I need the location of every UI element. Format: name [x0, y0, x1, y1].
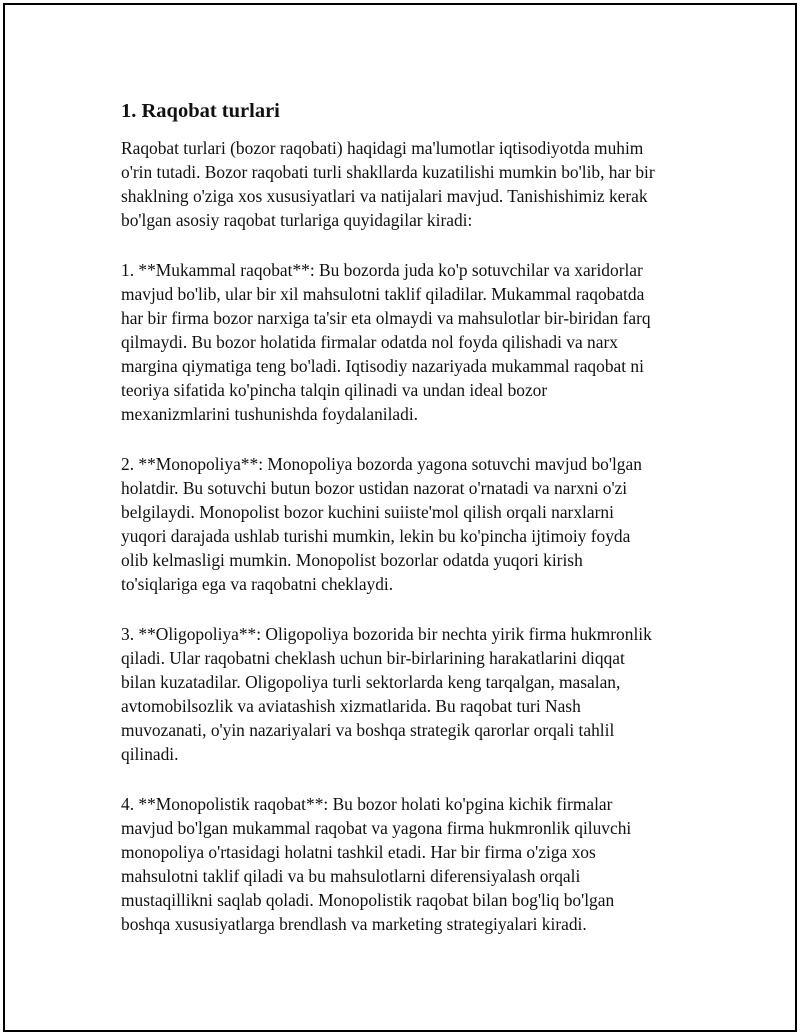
text-line: mahsulotni taklif qiladi va bu mahsulotlarni diferensiyalash orqali: [121, 866, 581, 886]
text-line: mavjud bo'lgan mukammal raqobat va yagona firma hukmronlik qiluvchi: [121, 818, 632, 838]
text-line: mexanizmlarini tushunishda foydalaniladi.: [121, 404, 419, 424]
text-line: monopoliya o'rtasidagi holatni tashkil etadi. Har bir firma o'ziga xos: [121, 842, 596, 862]
text-line: margina qiymatiga teng bo'ladi. Iqtisodiy nazariyada mukammal raqobat ni: [121, 356, 644, 376]
text-line: avtomobilsozlik va aviatashish xizmatlarida. Bu raqobat turi Nash: [121, 696, 581, 716]
text-line: mustaqillikni saqlab qoladi. Monopolistik raqobat bilan bog'liq bo'lgan: [121, 890, 615, 910]
text-line: qilinadi.: [121, 744, 179, 764]
text-line: olib kelmasligi mumkin. Monopolist bozorlar odatda yuqori kirish: [121, 550, 583, 570]
text-line: teoriya sifatida ko'pincha talqin qilinadi va undan ideal bozor: [121, 380, 548, 400]
text-line: Raqobat turlari (bozor raqobati) haqidagi ma'lumotlar iqtisodiyotda muhim: [121, 138, 644, 158]
text-line: 2. **Monopoliya**: Monopoliya bozorda yagona sotuvchi mavjud bo'lgan: [121, 454, 642, 474]
text-line: shaklning o'ziga xos xususiyatlari va natijalari mavjud. Tanishishimiz kerak: [121, 186, 648, 206]
text-line: 4. **Monopolistik raqobat**: Bu bozor holati ko'pgina kichik firmalar: [121, 794, 613, 814]
text-line: boshqa xususiyatlarga brendlash va marketing strategiyalari kiradi.: [121, 914, 587, 934]
intro-paragraph: [121, 136, 691, 232]
text-line: o'rin tutadi. Bozor raqobati turli shakllarda kuzatilishi mumkin bo'lib, har bir: [121, 162, 655, 182]
text-line: har bir firma bozor narxiga ta'sir eta olmaydi va mahsulotlar bir-biridan farq: [121, 308, 651, 328]
monopolistic-competition-paragraph: [121, 792, 691, 936]
text-line: muvozanati, o'yin nazariyalari va boshqa strategik qarorlar orqali tahlil: [121, 720, 615, 740]
text-line: bilan kuzatadilar. Oligopoliya turli sektorlarda keng tarqalgan, masalan,: [121, 672, 621, 692]
document-body: [121, 97, 691, 962]
text-line: 3. **Oligopoliya**: Oligopoliya bozorida bir nechta yirik firma hukmronlik: [121, 624, 652, 644]
text-line: belgilaydi. Monopolist bozor kuchini suiiste'mol qilish orqali narxlarni: [121, 502, 614, 522]
text-line: mavjud bo'lib, ular bir xil mahsulotni taklif qiladilar. Mukammal raqobatda: [121, 284, 645, 304]
oligopoly-paragraph: [121, 622, 691, 766]
text-line: to'siqlariga ega va raqobatni cheklaydi.: [121, 574, 394, 594]
monopoly-paragraph: [121, 452, 691, 596]
section-heading: 1. Raqobat turlari: [121, 100, 280, 122]
text-line: holatdir. Bu sotuvchi butun bozor ustidan nazorat o'rnatadi va narxni o'zi: [121, 478, 628, 498]
text-line: qilmaydi. Bu bozor holatida firmalar odatda nol foyda qilishadi va narx: [121, 332, 618, 352]
text-line: qiladi. Ular raqobatni cheklash uchun bir-birlarining harakatlarini diqqat: [121, 648, 625, 668]
text-line: 1. **Mukammal raqobat**: Bu bozorda juda ko'p sotuvchilar va xaridorlar: [121, 260, 643, 280]
text-line: bo'lgan asosiy raqobat turlariga quyidagilar kiradi:: [121, 210, 473, 230]
page-frame: [3, 3, 797, 1032]
perfect-competition-paragraph: [121, 258, 691, 426]
text-line: yuqori darajada ushlab turishi mumkin, lekin bu ko'pincha ijtimoiy foyda: [121, 526, 631, 546]
